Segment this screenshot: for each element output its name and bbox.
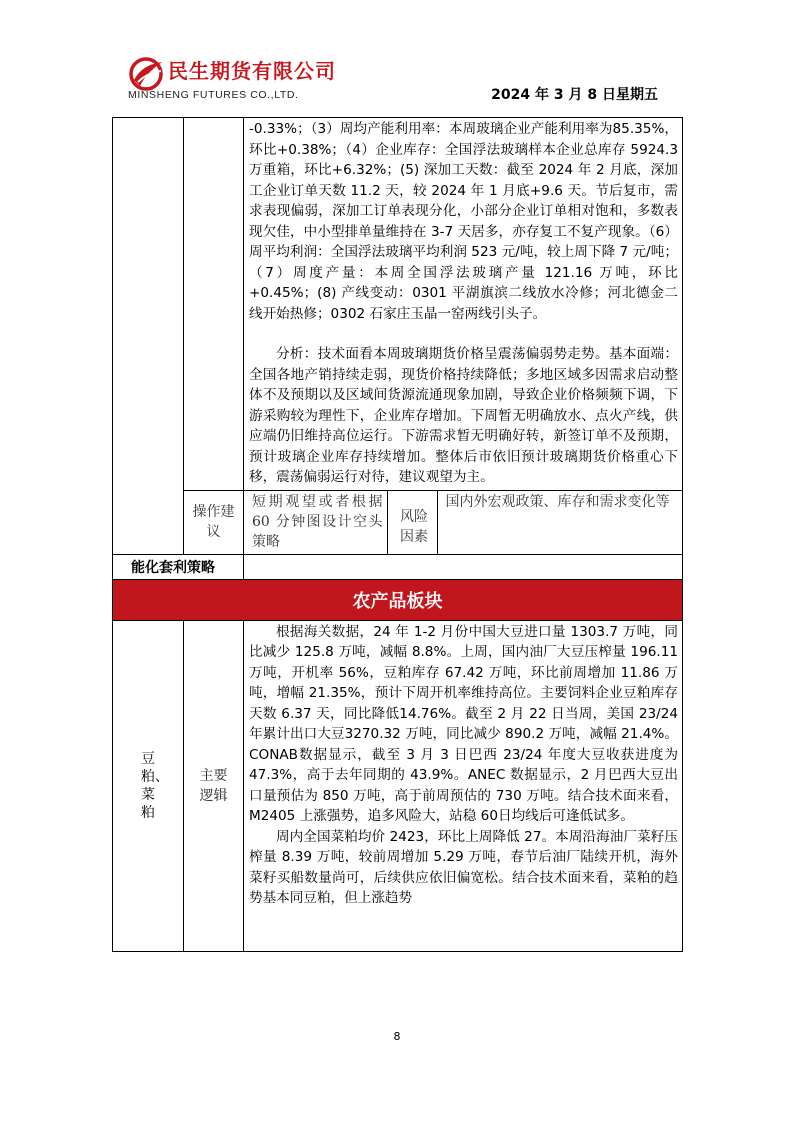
- glass-category-cell: [113, 118, 184, 555]
- agri-banner-row: [113, 579, 683, 620]
- product-label-vertical: 豆粕、菜粕: [141, 750, 169, 821]
- operation-risk-table: [244, 491, 683, 554]
- glass-operation-row: [113, 490, 683, 554]
- operation-text: 短期观望或者根据 60 分钟图设计空头策略: [252, 493, 383, 550]
- report-table: [112, 117, 683, 952]
- rapemeal-paragraph: 周内全国菜粕均价 2423，环比上周降低 27。本周沿海油厂菜籽压榨量 8.39 万吨，较前周增加 5.29 万吨，春节后油厂陆续开机，海外菜籽买船数量尚可，后续供应依旧偏宽松。结合技术面来看，菜粕的趋势基本同豆粕，但上涨趋势: [249, 828, 678, 906]
- report-date: 2024 年 3 月 8 日星期五: [491, 87, 658, 103]
- glass-analysis-row: [113, 118, 683, 491]
- soymeal-row: [113, 620, 683, 951]
- glass-fundamentals-paragraph: -0.33%；（3）周均产能利用率：本周玻璃企业产能利用率为85.35%，环比+0.38%；（4）企业库存：全国浮法玻璃样本企业总库存 5924.3 万重箱，环比+6.32%；(5) 深加工天数：截至 2024 年 2 月底，深加工企业订单天数 11.2 天，较 2024 年 1 月底+9.6 天。节后复市，需求表现偏弱，深加工订单表现分化，小部分企业订单相对饱和，多数表现欠佳，中小型排单量维持在 3-7 天居多，亦存复工不复产现象。（6）周平均利润：全国浮法玻璃平均利润 523 元/吨，较上周下降 7 元/吨；（7）周度产量：本周全国浮法玻璃产量 121.16 万吨，环比+0.45%；(8) 产线变动：0301 平湖旗滨二线放水冷修；河北德金二线开始热修；0302 石家庄玉晶一窑两线引头子。: [249, 121, 678, 322]
- energy-arbitrage-content: [244, 554, 683, 579]
- agri-section-banner: 农产品板块: [113, 579, 683, 620]
- glass-analysis-cell: [244, 118, 683, 491]
- logo-english-name: MINSHENG FUTURES CO.,LTD.: [128, 89, 299, 101]
- logo-chinese-name: 民生期货有限公司: [168, 59, 336, 83]
- soymeal-analysis-cell: [244, 620, 683, 951]
- energy-arbitrage-label: 能化套利策略: [113, 554, 244, 579]
- main-logic-label: [184, 620, 244, 951]
- soymeal-rapemeal-label: [113, 620, 184, 951]
- energy-arbitrage-row: [113, 554, 683, 579]
- minsheng-logo-icon: [128, 56, 164, 92]
- glass-analysis-paragraph: 分析：技术面看本周玻璃期货价格呈震荡偏弱势走势。基本面端：全国各地产销持续走弱，现货价格持续降低；多地区域多因需求启动整体不及预期以及区域间货源流通现象加剧，导致企业价格频频下调，下游采购较为理性下，企业库存增加。下周暂无明确放水、点火产线，供应端仍旧维持高位运行。下游需求暂无明确好转，新签订单不及预期，预计玻璃企业库存持续增加。整体后市依旧预计玻璃期货价格重心下移，震荡偏弱运行对待，建议观望为主。: [249, 346, 678, 485]
- company-logo: [128, 54, 368, 110]
- risk-label: 风险因素: [387, 491, 437, 554]
- risk-text: 国内外宏观政策、库存和需求变化等: [437, 491, 683, 554]
- glass-subcategory-cell: [184, 118, 244, 491]
- page-header: [0, 0, 794, 115]
- operation-risk-cell: [244, 490, 683, 554]
- main-logic-text: 主要逻辑: [199, 767, 228, 804]
- operation-label: 操作建议: [184, 490, 244, 554]
- page-number: 8: [393, 1030, 401, 1043]
- soymeal-paragraph: 根据海关数据，24 年 1-2 月份中国大豆进口量 1303.7 万吨，同比减少 125.8 万吨，减幅 8.8%。上周，国内油厂大豆压榨量 196.11 万吨，开机率 56%，豆粕库存 67.42 万吨，环比前周增加 11.86 万吨，增幅 21.35%，预计下周开机率维持高位。主要饲料企业豆粕库存天数 6.37 天，同比降低14.76%。截至 2 月 22 日当周，美国 23/24 年累计出口大豆3270.32 万吨，同比减少 890.2 万吨，减幅 21.4%。CONAB数据显示，截至 3 月 3 日巴西 23/24 年度大豆收获进度为47.3%，高于去年同期的 43.9%。ANEC 数据显示，2 月巴西大豆出口量预估为 850 万吨，高于前周预估的 730 万吨。结合技术面来看，M2405 上涨强势，追多风险大，站稳 60日均线后可逢低试多。: [249, 623, 678, 824]
